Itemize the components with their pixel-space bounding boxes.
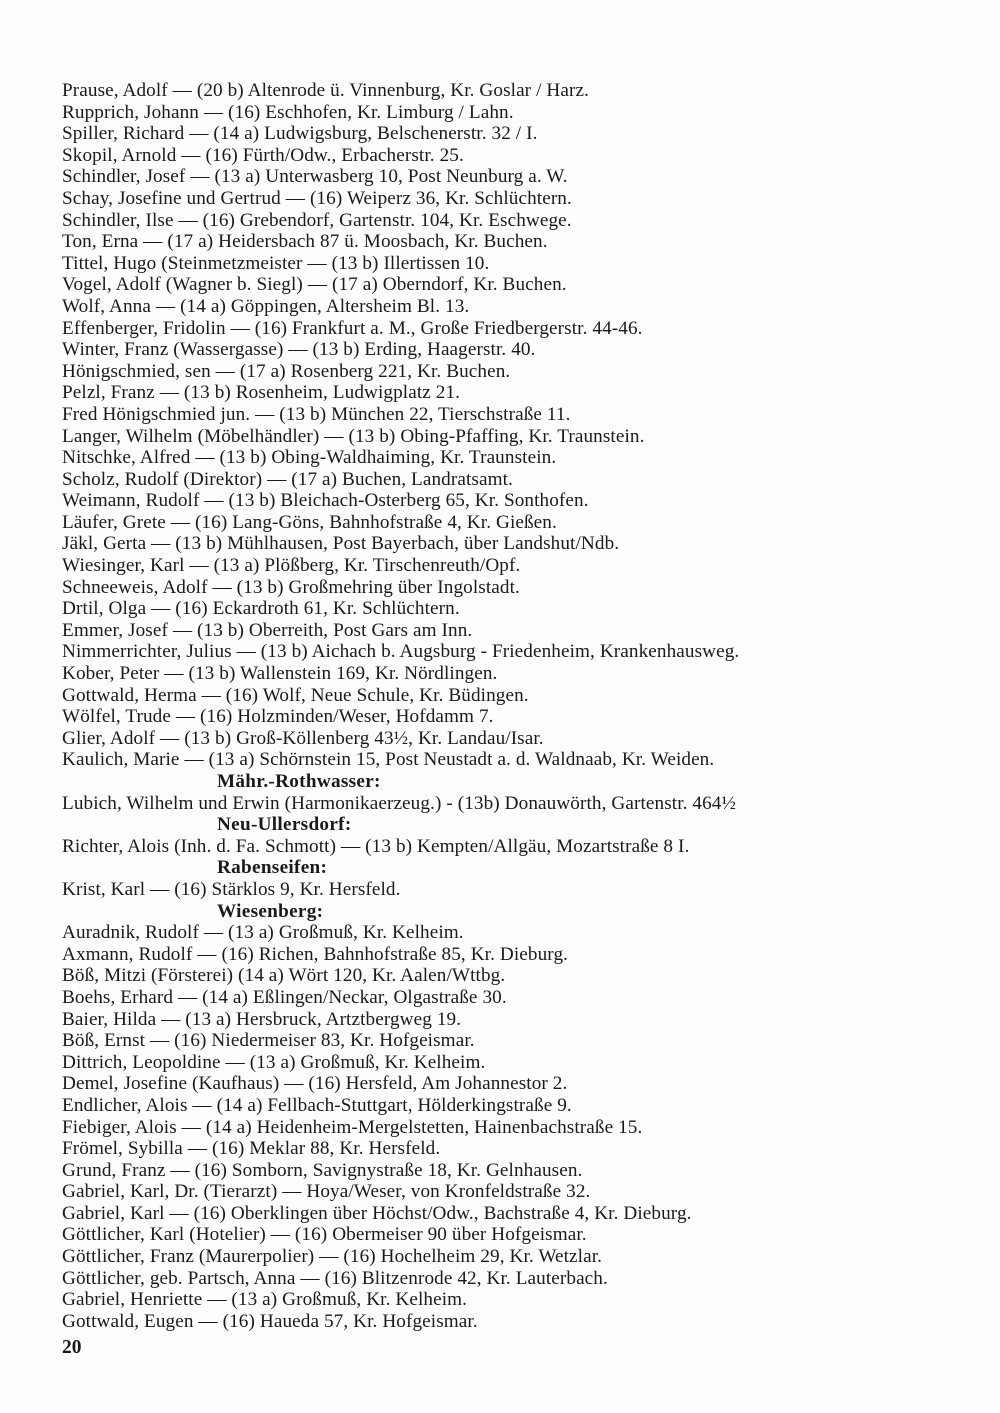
section-heading-rabenseifen: Rabenseifen: <box>217 857 328 879</box>
list-item: Richter, Alois (Inh. d. Fa. Schmott) — (13 b) Kempten/Allgäu, Mozartstraße 8 I. <box>62 835 690 857</box>
list-item: Kaulich, Marie — (13 a) Schörnstein 15, Post Neustadt a. d. Waldnaab, Kr. Weiden. <box>62 749 715 771</box>
section-heading-neu-ullersdorf: Neu-Ullersdorf: <box>217 814 352 836</box>
list-item: Effenberger, Fridolin — (16) Frankfurt a. M., Große Friedbergerstr. 44-46. <box>62 317 643 339</box>
list-item: Ton, Erna — (17 a) Heidersbach 87 ü. Moosbach, Kr. Buchen. <box>62 231 548 253</box>
list-item: Kober, Peter — (13 b) Wallenstein 169, Kr. Nördlingen. <box>62 663 498 685</box>
list-item: Skopil, Arnold — (16) Fürth/Odw., Erbacherstr. 25. <box>62 144 464 166</box>
list-item: Göttlicher, geb. Partsch, Anna — (16) Blitzenrode 42, Kr. Lauterbach. <box>62 1267 608 1289</box>
list-item: Vogel, Adolf (Wagner b. Siegl) — (17 a) Oberndorf, Kr. Buchen. <box>62 274 567 296</box>
list-item: Nimmerrichter, Julius — (13 b) Aichach b. Augsburg - Friedenheim, Krankenhausweg. <box>62 641 740 663</box>
list-item: Fred Hönigschmied jun. — (13 b) München 22, Tierschstraße 11. <box>62 403 571 425</box>
list-item: Böß, Mitzi (Försterei) (14 a) Wört 120, Kr. Aalen/Wttbg. <box>62 965 506 987</box>
list-item: Spiller, Richard — (14 a) Ludwigsburg, Belschenerstr. 32 / I. <box>62 123 538 145</box>
list-item: Baier, Hilda — (13 a) Hersbruck, Artztbergweg 19. <box>62 1008 462 1030</box>
list-item: Demel, Josefine (Kaufhaus) — (16) Hersfeld, Am Johannestor 2. <box>62 1073 568 1095</box>
directory-list <box>62 80 962 1332</box>
section-heading-wiesenberg: Wiesenberg: <box>217 900 324 922</box>
section-heading-maehr-rothwasser: Mähr.-Rothwasser: <box>217 771 381 792</box>
list-item: Boehs, Erhard — (14 a) Eßlingen/Neckar, Olgastraße 30. <box>62 986 507 1008</box>
list-item: Pelzl, Franz — (13 b) Rosenheim, Ludwigplatz 21. <box>62 382 461 404</box>
list-item: Axmann, Rudolf — (16) Richen, Bahnhofstraße 85, Kr. Dieburg. <box>62 943 569 965</box>
list-item: Böß, Ernst — (16) Niedermeiser 83, Kr. Hofgeismar. <box>62 1030 475 1052</box>
list-item: Wiesinger, Karl — (13 a) Plößberg, Kr. Tirschenreuth/Opf. <box>62 555 521 577</box>
list-item: Emmer, Josef — (13 b) Oberreith, Post Gars am Inn. <box>62 619 473 641</box>
list-item: Schindler, Josef — (13 a) Unterwasberg 10, Post Neunburg a. W. <box>62 166 568 188</box>
list-item: Tittel, Hugo (Steinmetzmeister — (13 b) Illertissen 10. <box>62 252 490 274</box>
page-number: 20 <box>62 1337 82 1358</box>
list-item: Gabriel, Karl, Dr. (Tierarzt) — Hoya/Weser, von Kronfeldstraße 32. <box>62 1181 591 1203</box>
list-item: Schay, Josefine und Gertrud — (16) Weiperz 36, Kr. Schlüchtern. <box>62 187 572 209</box>
list-item: Gabriel, Henriette — (13 a) Großmuß, Kr. Kelheim. <box>62 1289 468 1311</box>
list-item: Frömel, Sybilla — (16) Meklar 88, Kr. Hersfeld. <box>62 1138 441 1160</box>
list-item: Prause, Adolf — (20 b) Altenrode ü. Vinnenburg, Kr. Goslar / Harz. <box>62 80 589 101</box>
list-item: Gottwald, Eugen — (16) Haueda 57, Kr. Hofgeismar. <box>62 1310 478 1332</box>
list-item: Glier, Adolf — (13 b) Groß-Köllenberg 43½, Kr. Landau/Isar. <box>62 727 544 749</box>
list-item: Wolf, Anna — (14 a) Göppingen, Altersheim Bl. 13. <box>62 295 470 317</box>
list-item: Schindler, Ilse — (16) Grebendorf, Gartenstr. 104, Kr. Eschwege. <box>62 209 572 231</box>
list-item: Schneeweis, Adolf — (13 b) Großmehring über Ingolstadt. <box>62 576 520 598</box>
list-item: Gabriel, Karl — (16) Oberklingen über Höchst/Odw., Bachstraße 4, Kr. Dieburg. <box>62 1202 692 1224</box>
list-item: Fiebiger, Alois — (14 a) Heidenheim-Mergelstetten, Hainenbachstraße 15. <box>62 1116 643 1138</box>
list-item: Weimann, Rudolf — (13 b) Bleichach-Osterberg 65, Kr. Sonthofen. <box>62 490 589 512</box>
list-item: Drtil, Olga — (16) Eckardroth 61, Kr. Schlüchtern. <box>62 598 460 620</box>
list-item: Scholz, Rudolf (Direktor) — (17 a) Buchen, Landratsamt. <box>62 468 513 490</box>
list-item: Hönigschmied, sen — (17 a) Rosenberg 221, Kr. Buchen. <box>62 360 511 382</box>
list-item: Nitschke, Alfred — (13 b) Obing-Waldhaiming, Kr. Traunstein. <box>62 447 557 469</box>
list-item: Endlicher, Alois — (14 a) Fellbach-Stuttgart, Hölderkingstraße 9. <box>62 1094 572 1116</box>
list-item: Jäkl, Gerta — (13 b) Mühlhausen, Post Bayerbach, über Landshut/Ndb. <box>62 533 620 555</box>
list-item: Wölfel, Trude — (16) Holzminden/Weser, Hofdamm 7. <box>62 706 494 728</box>
list-item: Rupprich, Johann — (16) Eschhofen, Kr. Limburg / Lahn. <box>62 101 514 123</box>
list-item: Auradnik, Rudolf — (13 a) Großmuß, Kr. Kelheim. <box>62 922 464 944</box>
list-item: Krist, Karl — (16) Stärklos 9, Kr. Hersfeld. <box>62 878 401 900</box>
list-item: Dittrich, Leopoldine — (13 a) Großmuß, Kr. Kelheim. <box>62 1051 486 1073</box>
list-item: Winter, Franz (Wassergasse) — (13 b) Erding, Haagerstr. 40. <box>62 339 536 361</box>
list-item: Gottwald, Herma — (16) Wolf, Neue Schule, Kr. Büdingen. <box>62 684 529 706</box>
list-item: Lubich, Wilhelm und Erwin (Harmonikaerzeug.) - (13b) Donauwörth, Gartenstr. 464½ <box>62 792 736 814</box>
list-item: Läufer, Grete — (16) Lang-Göns, Bahnhofstraße 4, Kr. Gießen. <box>62 511 557 533</box>
list-item: Grund, Franz — (16) Somborn, Savignystraße 18, Kr. Gelnhausen. <box>62 1159 583 1181</box>
list-item: Göttlicher, Franz (Maurerpolier) — (16) Hochelheim 29, Kr. Wetzlar. <box>62 1246 603 1268</box>
list-item: Göttlicher, Karl (Hotelier) — (16) Obermeiser 90 über Hofgeismar. <box>62 1224 587 1246</box>
list-item: Langer, Wilhelm (Möbelhändler) — (13 b) Obing-Pfaffing, Kr. Traunstein. <box>62 425 645 447</box>
